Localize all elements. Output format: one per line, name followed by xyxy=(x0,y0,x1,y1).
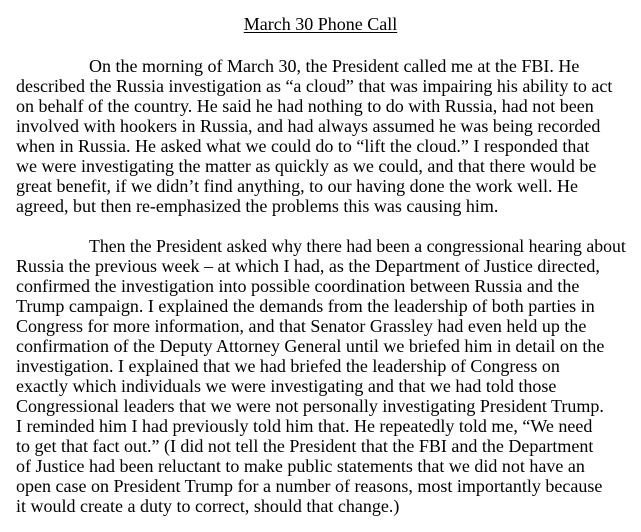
paragraph-line: exactly which individuals we were investigating and that we had told those xyxy=(16,376,557,396)
paragraph-line: on behalf of the country. He said he had nothing to do with Russia, had not been xyxy=(16,96,594,116)
paragraph-line: it would create a duty to correct, should that change.) xyxy=(16,496,400,516)
paragraph-line: Congressional leaders that we were not personally investigating President Trump. xyxy=(16,396,604,416)
paragraph-line: great benefit, if we didn’t find anything, to our having done the work well. He xyxy=(16,176,579,196)
paragraph-line: I reminded him I had previously told him that. He repeatedly told me, “We need xyxy=(16,416,593,436)
paragraph-line: Then the President asked why there had been a congressional hearing about xyxy=(89,236,626,256)
paragraph-line: of Justice had been reluctant to make public statements that we did not have an xyxy=(16,456,585,476)
paragraph-line: when in Russia. He asked what we could do to “lift the cloud.” I responded that xyxy=(16,136,590,156)
paragraph-line: involved with hookers in Russia, and had always assumed he was being recorded xyxy=(16,116,601,136)
paragraph-line: confirmation of the Deputy Attorney General until we briefed him in detail on the xyxy=(16,336,605,356)
paragraph-line: described the Russia investigation as “a cloud” that was impairing his ability to act xyxy=(16,76,613,96)
paragraph-line: we were investigating the matter as quickly as we could, and that there would be xyxy=(16,156,597,176)
paragraph-line: to get that fact out.” (I did not tell the President that the FBI and the Department xyxy=(16,436,594,456)
paragraph-line: agreed, but then re-emphasized the problems this was causing him. xyxy=(16,196,499,216)
paragraph-line: investigation. I explained that we had briefed the leadership of Congress on xyxy=(16,356,560,376)
paragraph-line: On the morning of March 30, the President called me at the FBI. He xyxy=(89,56,580,76)
paragraph-line: Trump campaign. I explained the demands from the leadership of both parties in xyxy=(16,296,595,316)
paragraph-line: confirmed the investigation into possible coordination between Russia and the xyxy=(16,276,580,296)
paragraph-line: Russia the previous week – at which I had, as the Department of Justice directed, xyxy=(16,256,600,276)
document-title: March 30 Phone Call xyxy=(243,14,398,34)
paragraph-line: open case on President Trump for a number of reasons, most importantly because xyxy=(16,476,603,496)
paragraph-line: Congress for more information, and that Senator Grassley had even held up the xyxy=(16,316,587,336)
